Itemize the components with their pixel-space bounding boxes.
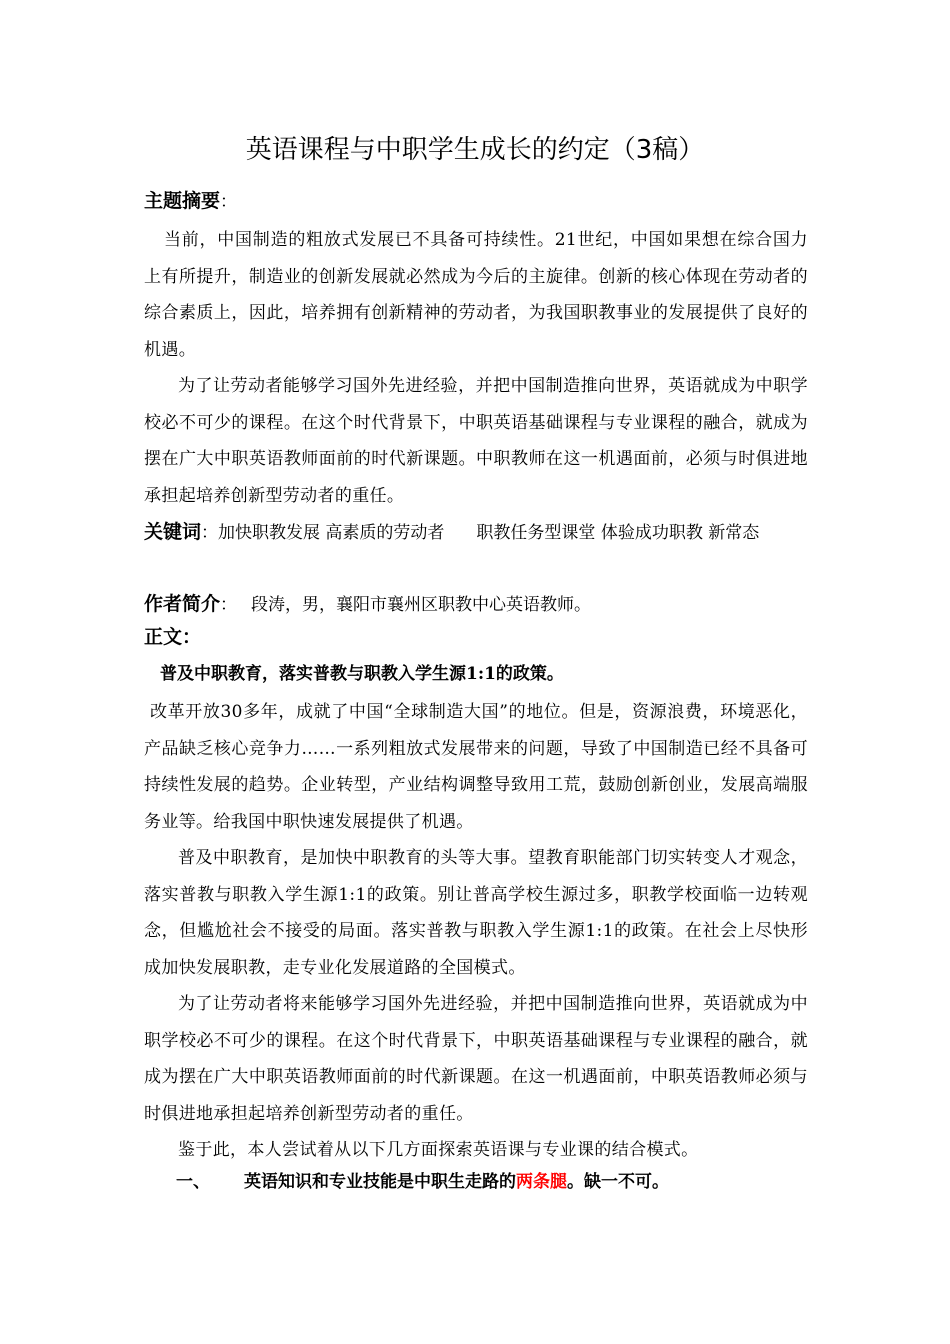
body-paragraph-4: 鉴于此，本人尝试着从以下几方面探索英语课与专业课的结合模式。 — [178, 1140, 699, 1160]
abstract-paragraph-2: 为了让劳动者能够学习国外先进经验，并把中国制造推向世界，英语就成为中职学校必不可少的课程。在这个时代背景下，中职英语基础课程与专业课程的融合，就成为摆在广大中职英语教师面前的时代新课题。中职教师在这一机遇面前，必须与时俱进地承担起培养创新型劳动者的重任。 — [144, 376, 808, 506]
author-colon: ： — [220, 595, 238, 615]
keywords-colon: ： — [201, 523, 219, 543]
author-text: 段涛，男，襄阳市襄州区职教中心英语教师。 — [251, 595, 592, 615]
numbered-item-highlight: 两条腿 — [516, 1172, 567, 1192]
section-heading: 普及中职教育，落实普教与职教入学生源1:1的政策。 — [160, 664, 564, 684]
abstract-colon: ： — [220, 192, 238, 212]
keywords-line — [144, 514, 808, 551]
keywords-label: 关键词 — [144, 521, 202, 543]
abstract-label: 主题摘要 — [144, 190, 221, 212]
abstract-heading — [144, 186, 237, 217]
author-line — [144, 586, 808, 623]
document-title: 英语课程与中职学生成长的约定（3稿） — [245, 135, 705, 165]
keywords-part-1: 加快职教发展 高素质的劳动者 — [218, 523, 445, 543]
abstract-paragraph-1: 当前，中国制造的粗放式发展已不具备可持续性。21世纪，中国如果想在综合国力上有所提升，制造业的创新发展就必然成为今后的主旋律。创新的核心体现在劳动者的综合素质上，因此，培养拥有创新精神的劳动者，为我国职教事业的发展提供了良好的机遇。 — [144, 230, 808, 360]
numbered-item-text-before: 英语知识和专业技能是中职生走路的 — [244, 1172, 516, 1192]
body-heading: 正文： — [144, 626, 202, 648]
body-paragraph-3: 为了让劳动者将来能够学习国外先进经验，并把中国制造推向世界，英语就成为中职学校必不可少的课程。在这个时代背景下，中职英语基础课程与专业课程的融合，就成为摆在广大中职英语教师面前的时代新课题。在这一机遇面前，中职英语教师必须与时俱进地承担起培养创新型劳动者的重任。 — [144, 994, 808, 1124]
keywords-part-2: 职教任务型课堂 体验成功职教 新常态 — [476, 523, 760, 543]
numbered-item-heading — [244, 1166, 669, 1198]
author-label: 作者简介 — [144, 593, 221, 615]
numbered-item-text-after: 。缺一不可。 — [567, 1172, 669, 1192]
body-paragraph-1: 改革开放30多年，成就了中国“全球制造大国”的地位。但是，资源浪费，环境恶化，产品缺乏核心竞争力……一系列粗放式发展带来的问题，导致了中国制造已经不具备可持续性发展的趋势。企业转型，产业结构调整导致用工荒，鼓励创新创业，发展高端服务业等。给我国中职快速发展提供了机遇。 — [144, 702, 808, 832]
body-paragraph-2: 普及中职教育，是加快中职教育的头等大事。望教育职能部门切实转变人才观念，落实普教与职教入学生源1:1的政策。别让普高学校生源过多，职教学校面临一边转观念，但尴尬社会不接受的局面。落实普教与职教入学生源1:1的政策。在社会上尽快形成加快发展职教，走专业化发展道路的全国模式。 — [144, 848, 808, 978]
numbered-item-number: 一、 — [176, 1172, 210, 1192]
